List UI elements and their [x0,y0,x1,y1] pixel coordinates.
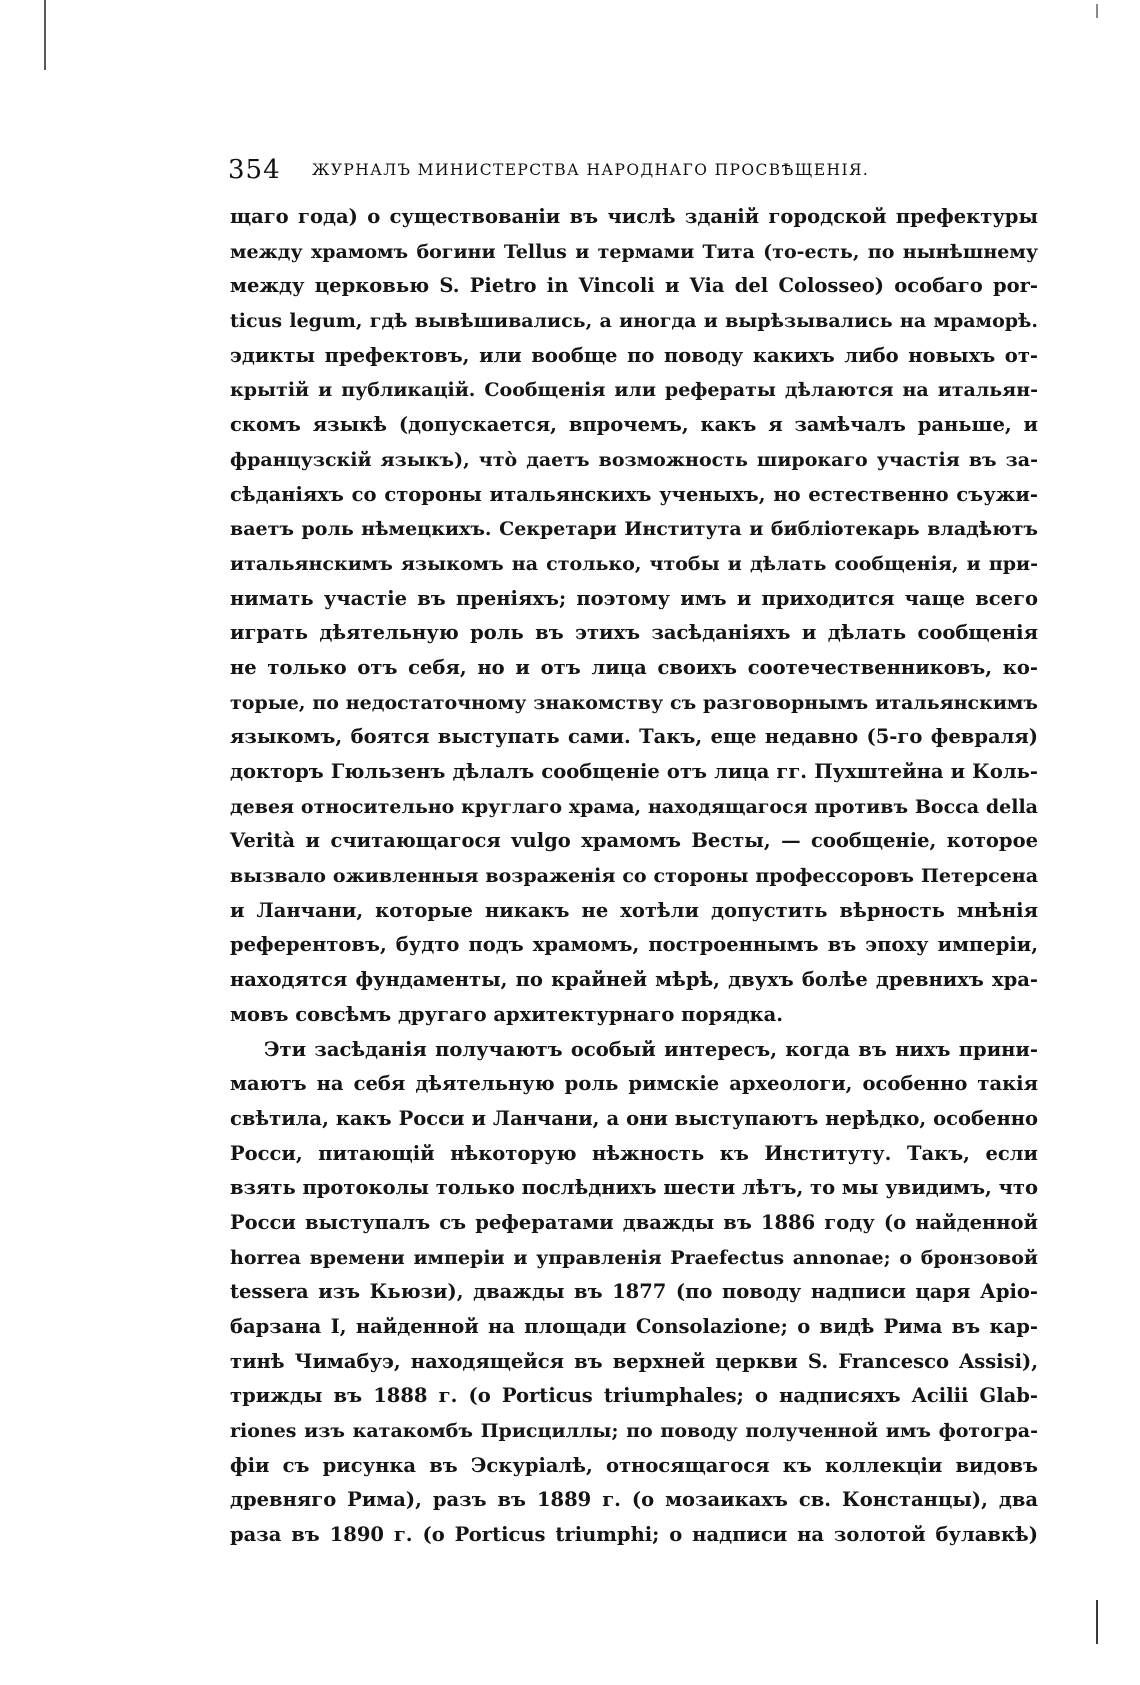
journal-title: ЖУРНАЛЪ МИНИСТЕРСТВА НАРОДНАГО ПРОСВѢЩЕНІЯ. [312,161,870,179]
paragraph-end-line: мовъ совсѣмъ другаго архитектурнаго порядка. [230,1002,783,1026]
text-line: торые, по недостаточному знакомству съ разговорнымъ итальянскимъ [230,691,1038,714]
text-line: и Ланчани, которые никакъ не хотѣли допустить вѣрность мнѣнія [230,898,1038,922]
running-head [228,155,1038,185]
text-line: не только отъ себя, но и отъ лица своихъ соотечественниковъ, ко- [230,655,1038,679]
text-line: играть дѣятельную роль въ этихъ засѣданіяхъ и дѣлать сообщенія [230,621,1038,645]
text-line: между церковью S. Pietro in Vincoli и Via del Colosseo) особаго por- [230,274,1038,298]
text-line: референтовъ, будто подъ храмомъ, построеннымъ въ эпоху имперіи, [230,933,1038,957]
text-line: находятся фундаменты, по крайней мѣрѣ, двухъ болѣе древнихъ хра- [230,968,1038,992]
page-number: 354 [228,155,281,185]
text-line: девея относительно круглаго храма, находящагося противъ Bocca della [230,795,1038,818]
text-line: барзана I, найденной на площади Consolazione; о видѣ Рима въ кар- [230,1315,1038,1338]
text-line: свѣтила, какъ Росси и Ланчани, а они выступаютъ нерѣдко, особенно [230,1106,1038,1130]
text-line: маютъ на себя дѣятельную роль римскіе археологи, особенно такія [230,1072,1038,1096]
text-line: вызвало оживленныя возраженія со стороны профессоровъ Петерсена [230,865,1038,888]
paragraph-start-line: Эти засѣданія получаютъ особый интересъ, когда въ нихъ прини- [264,1037,1038,1061]
text-line: Verità и считающагося vulgo храмомъ Весты, — сообщеніе, которое [230,829,1038,853]
text-line: докторъ Гюльзенъ дѣлалъ сообщеніе отъ лица гг. Пухштейна и Коль- [230,760,1038,783]
text-line: сѣданіяхъ со стороны итальянскихъ ученыхъ, но естественно съужи- [230,482,1038,506]
text-line: щаго года) о существованіи въ числѣ зданій городской префектуры [230,205,1038,228]
text-line: раза въ 1890 г. (о Porticus triumphi; о надписи на золотой булавкѣ) [230,1523,1038,1547]
text-line: riones изъ катакомбъ Присциллы; по поводу полученной имъ фотогра- [230,1420,1038,1443]
text-line: фіи съ рисунка въ Эскуріалѣ, относящагося къ коллекціи видовъ [230,1453,1038,1477]
text-line: языкомъ, боятся выступать сами. Такъ, еще недавно (5-го февраля) [230,725,1038,749]
text-line: horrea времени имперіи и управленія Praefectus annonae; о бронзовой [230,1246,1038,1269]
text-line: ticus legum, гдѣ вывѣшивались, а иногда и вырѣзывались на мраморѣ. [230,310,1038,333]
text-line: ваетъ роль нѣмецкихъ. Секретари Института и библіотекарь владѣютъ [230,518,1038,541]
binding-edge-left [44,0,46,70]
body-text [230,200,1038,1553]
text-line: Росси, питающій нѣкоторую нѣжность къ Институту. Такъ, если [230,1141,1038,1165]
text-line: взять протоколы только послѣднихъ шести лѣтъ, то мы увидимъ, что [230,1176,1038,1200]
text-line: скомъ языкѣ (допускается, впрочемъ, какъ я замѣчалъ раньше, и [230,413,1038,437]
binding-edge-right-top [1096,4,1098,18]
text-line: между храмомъ богини Tellus и термами Тита (то-есть, по нынѣшнему [230,240,1038,263]
text-line: нимать участіе въ преніяхъ; поэтому имъ и приходится чаще всего [230,586,1038,610]
text-line: tessera изъ Кьюзи), дважды въ 1877 (по поводу надписи царя Аріо- [230,1280,1038,1304]
text-line: французскій языкъ), что̀ даетъ возможность широкаго участія въ за- [230,448,1038,471]
text-line: крытій и публикацій. Сообщенія или рефераты дѣлаются на итальян- [230,379,1038,402]
text-line: итальянскимъ языкомъ на столько, чтобы и дѣлать сообщенія, и при- [230,552,1038,575]
binding-edge-right-bottom [1096,1600,1098,1644]
text-line: Росси выступалъ съ рефератами дважды въ 1886 году (о найденной [230,1210,1038,1234]
text-line: тинѣ Чимабуэ, находящейся въ верхней церкви S. Francesco Assisi), [230,1349,1038,1373]
text-line: древняго Рима), разъ въ 1889 г. (о мозаикахъ св. Констанцы), два [230,1488,1038,1512]
text-line: эдикты префектовъ, или вообще по поводу какихъ либо новыхъ от- [230,343,1038,367]
text-line: трижды въ 1888 г. (о Porticus triumphales; о надписяхъ Acilii Glab- [230,1384,1038,1408]
